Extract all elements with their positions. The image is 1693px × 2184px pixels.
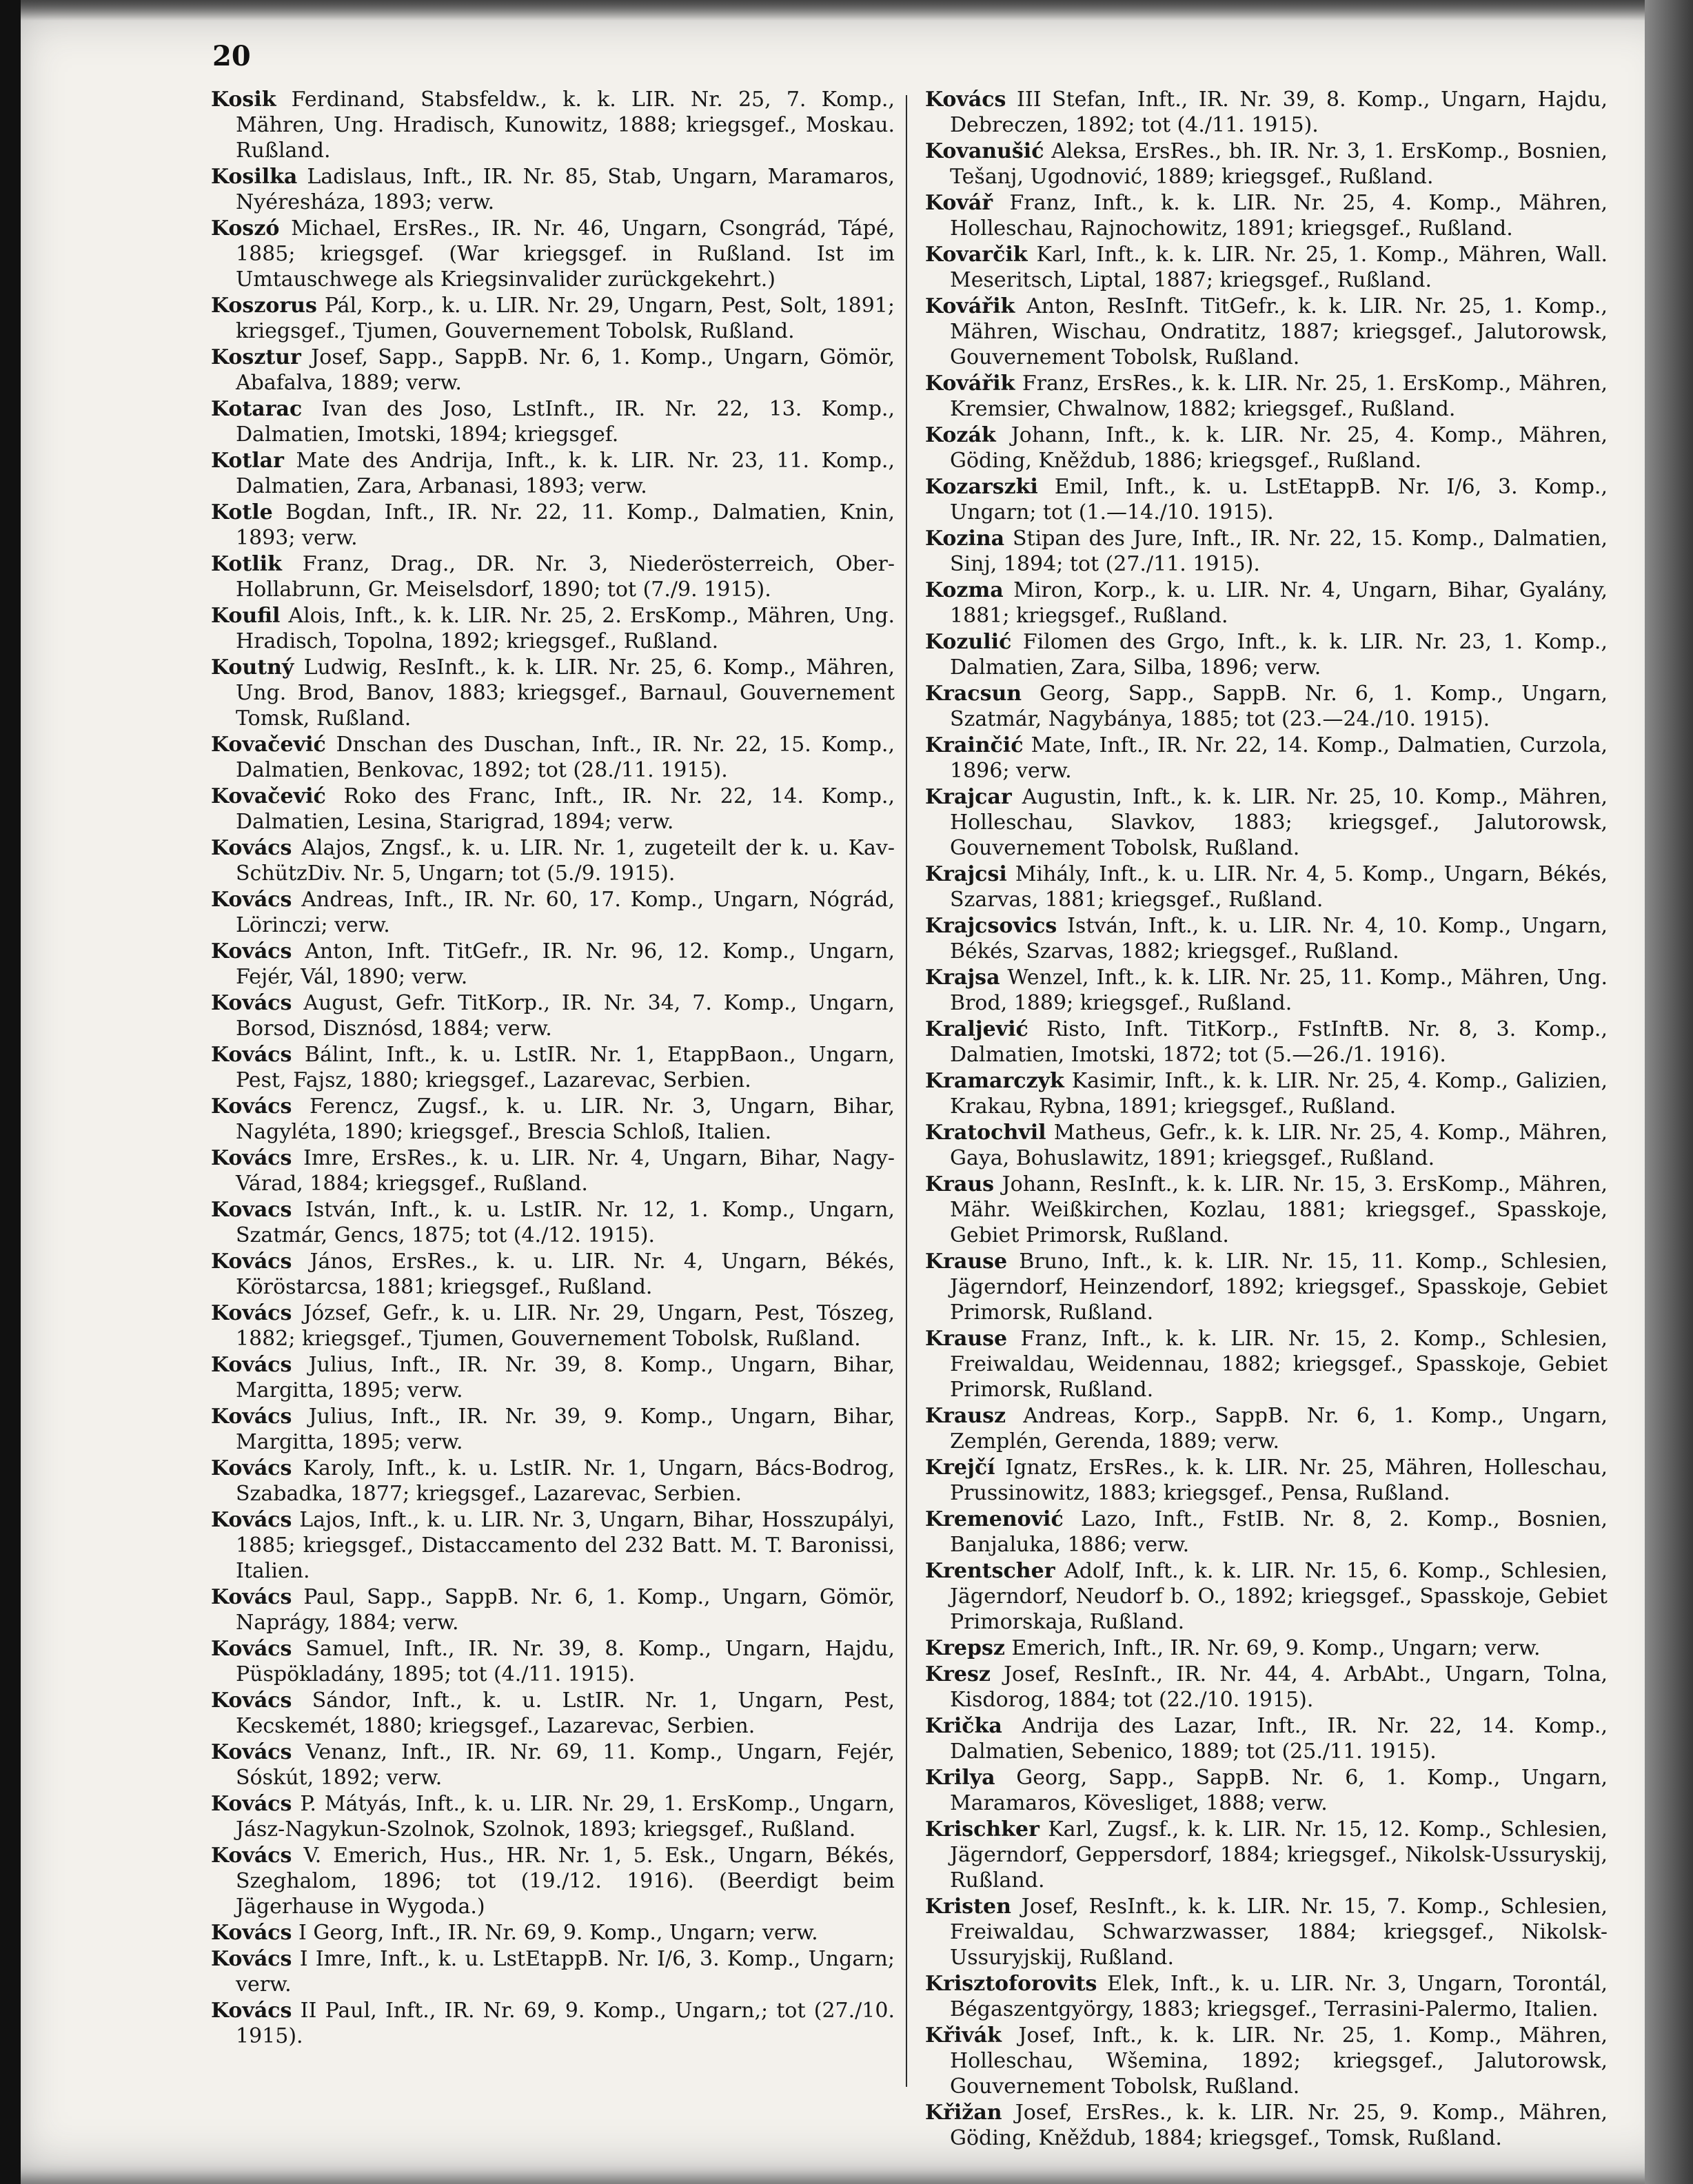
entry-surname: Kovács	[211, 1249, 292, 1274]
scan-edge-top	[0, 0, 1693, 21]
list-entry	[925, 2023, 1608, 2099]
entry-details: Lajos, Inft., k. u. LIR. Nr. 3, Ungarn, Bihar, Hosszupályi, 1885; kriegsgef., Distaccamento del 232 Batt. M. T. Baronissi, Italien.	[236, 1508, 895, 1583]
entry-details: Andrija des Lazar, Inft., IR. Nr. 22, 14. Komp., Dalmatien, Sebenico, 1889; tot (25./11. 1915).	[950, 1714, 1608, 1764]
entry-details: József, Gefr., k. u. LIR. Nr. 29, Ungarn, Pest, Tószeg, 1882; kriegsgef., Tjumen, Gouvernement Tobolsk, Rußland.	[236, 1301, 895, 1351]
entry-details: Wenzel, Inft., k. k. LIR. Nr. 25, 11. Komp., Mähren, Ung. Brod, 1889; kriegsgef., Rußland.	[950, 966, 1608, 1015]
list-entry	[925, 1120, 1608, 1171]
list-entry	[211, 448, 895, 499]
entry-details: Ignatz, ErsRes., k. k. LIR. Nr. 25, Mähren, Holleschau, Prussinowitz, 1883; kriegsgef., Pensa, Rußland.	[950, 1456, 1608, 1505]
entry-details: Imre, ErsRes., k. u. LIR. Nr. 4, Ungarn, Bihar, Nagy-Várad, 1884; kriegsgef., Rußland.	[236, 1146, 895, 1196]
entry-surname: Křivák	[925, 2023, 1002, 2048]
entry-surname: Krajcsi	[925, 862, 1007, 886]
entry-surname: Kotarac	[211, 397, 303, 421]
entry-surname: Kovács	[211, 1146, 292, 1170]
list-entry	[925, 784, 1608, 861]
list-entry	[925, 2100, 1608, 2151]
list-entry	[211, 1507, 895, 1584]
entry-surname: Kozulić	[925, 630, 1012, 654]
entry-details: Ludwig, ResInft., k. k. LIR. Nr. 25, 6. Komp., Mähren, Ung. Brod, Banov, 1883; kriegsgef., Barnaul, Gouvernement Tomsk, Rußland.	[236, 655, 895, 731]
list-entry	[925, 1894, 1608, 1970]
scan-edge-left	[0, 0, 21, 2184]
list-entry	[925, 1971, 1608, 2022]
entry-surname: Kovács	[211, 888, 292, 912]
list-entry	[925, 578, 1608, 629]
list-entry	[211, 345, 895, 396]
list-entry	[925, 1817, 1608, 1893]
entry-details: Matheus, Gefr., k. k. LIR. Nr. 25, 4. Komp., Mähren, Gaya, Bohuslawitz, 1891; kriegsgef., Rußland.	[950, 1121, 1608, 1170]
entry-details: Andreas, Korp., SappB. Nr. 6, 1. Komp., Ungarn, Zemplén, Gerenda, 1889; verw.	[950, 1404, 1608, 1453]
page-number: 20	[212, 40, 251, 72]
entry-surname: Kotle	[211, 500, 273, 524]
list-entry	[211, 1584, 895, 1635]
entry-details: Pál, Korp., k. u. LIR. Nr. 29, Ungarn, Pest, Solt, 1891; kriegsgef., Tjumen, Gouvernement Tobolsk, Rußland.	[236, 294, 895, 343]
list-entry	[211, 1197, 895, 1248]
entry-details: Ferdinand, Stabsfeldw., k. k. LIR. Nr. 25, 7. Komp., Mähren, Ung. Hradisch, Kunowitz, 1888; kriegsgef., Moskau. Rußland.	[236, 88, 895, 163]
entry-details: Roko des Franc, Inft., IR. Nr. 22, 14. Komp., Dalmatien, Lesina, Starigrad, 1894; verw.	[236, 784, 895, 834]
entry-surname: Kovács	[211, 1637, 292, 1661]
entry-details: P. Mátyás, Inft., k. u. LIR. Nr. 29, 1. ErsKomp., Ungarn, Jász-Nagykun-Szolnok, Szolnok, 1893; kriegsgef., Rußland.	[236, 1792, 895, 1841]
entry-surname: Kovács	[211, 1999, 292, 2023]
entry-surname: Kristen	[925, 1895, 1011, 1919]
list-entry	[925, 1249, 1608, 1325]
entry-surname: Kovács	[211, 836, 292, 860]
list-entry	[211, 87, 895, 163]
entry-surname: Krilya	[925, 1766, 995, 1790]
entry-details: János, ErsRes., k. u. LIR. Nr. 4, Ungarn, Békés, Köröstarcsa, 1881; kriegsgef., Rußland.	[236, 1249, 895, 1299]
entry-surname: Krejčí	[925, 1456, 995, 1480]
list-entry	[925, 1635, 1608, 1661]
list-entry	[211, 732, 895, 783]
list-entry	[925, 1172, 1608, 1248]
list-entry	[211, 990, 895, 1041]
list-entry	[925, 1455, 1608, 1506]
list-entry	[211, 500, 895, 551]
list-entry	[925, 422, 1608, 473]
entry-details: Franz, Drag., DR. Nr. 3, Niederösterreich, Ober-Hollabrunn, Gr. Meiselsdorf, 1890; tot (7./9. 1915).	[236, 552, 895, 602]
entry-surname: Kotlar	[211, 449, 284, 473]
entry-details: Ivan des Joso, LstInft., IR. Nr. 22, 13. Komp., Dalmatien, Imotski, 1894; kriegsgef.	[236, 397, 895, 447]
entry-surname: Kovács	[211, 1844, 292, 1868]
entry-details: Georg, Sapp., SappB. Nr. 6, 1. Komp., Ungarn, Maramaros, Kövesliget, 1888; verw.	[950, 1766, 1608, 1815]
entry-details: Johann, ResInft., k. k. LIR. Nr. 15, 3. ErsKomp., Mähren, Mähr. Weißkirchen, Kozlau, 1881; kriegsgef., Spasskoje, Gebiet Primorsk, Rußland.	[950, 1172, 1608, 1247]
entry-surname: Kosilka	[211, 165, 298, 189]
entry-details: Venanz, Inft., IR. Nr. 69, 11. Komp., Ungarn, Fejér, Sóskút, 1892; verw.	[236, 1740, 895, 1790]
list-entry	[211, 1791, 895, 1842]
entry-details: Karl, Inft., k. k. LIR. Nr. 25, 1. Komp., Mähren, Wall. Meseritsch, Liptal, 1887; kriegsgef., Rußland.	[950, 243, 1608, 292]
list-entry	[211, 1456, 895, 1507]
entry-details: Lazo, Inft., FstIB. Nr. 8, 2. Komp., Bosnien, Banjaluka, 1886; verw.	[950, 1507, 1608, 1557]
entry-details: István, Inft., k. u. LstIR. Nr. 12, 1. Komp., Ungarn, Szatmár, Gencs, 1875; tot (4./12. 1915).	[236, 1198, 895, 1247]
list-entry	[925, 861, 1608, 912]
entry-details: V. Emerich, Hus., HR. Nr. 1, 5. Esk., Ungarn, Békés, Szeghalom, 1896; tot (19./12. 1916). (Beerdigt beim Jägerhause in Wygoda.)	[236, 1844, 895, 1919]
entry-surname: Krepsz	[925, 1636, 1005, 1660]
entry-details: Josef, ErsRes., k. k. LIR. Nr. 25, 9. Komp., Mähren, Göding, Kněždub, 1884; kriegsgef., Tomsk, Rußland.	[950, 2101, 1608, 2150]
list-entry	[925, 1017, 1608, 1068]
entry-surname: Krajcsovics	[925, 914, 1057, 938]
list-entry	[925, 1558, 1608, 1635]
entry-surname: Koszó	[211, 216, 280, 241]
entry-surname: Kovačević	[211, 733, 326, 757]
entry-details: Karoly, Inft., k. u. LstIR. Nr. 1, Ungarn, Bács-Bodrog, Szabadka, 1877; kriegsgef., Lazarevac, Serbien.	[236, 1456, 895, 1506]
entry-details: Julius, Inft., IR. Nr. 39, 8. Komp., Ungarn, Bihar, Margitta, 1895; verw.	[236, 1353, 895, 1402]
entry-details: Samuel, Inft., IR. Nr. 39, 8. Komp., Ungarn, Hajdu, Püspökladány, 1895; tot (4./11. 1915).	[236, 1637, 895, 1686]
entry-details: Emerich, Inft., IR. Nr. 69, 9. Komp., Ungarn; verw.	[1011, 1636, 1541, 1660]
list-entry	[211, 655, 895, 731]
list-entry	[925, 371, 1608, 422]
entry-details: Julius, Inft., IR. Nr. 39, 9. Komp., Ungarn, Bihar, Margitta, 1895; verw.	[236, 1405, 895, 1454]
entry-details: Ferencz, Zugsf., k. u. LIR. Nr. 3, Ungarn, Bihar, Nagyléta, 1890; kriegsgef., Brescia Schloß, Italien.	[236, 1094, 895, 1144]
entry-surname: Kovář	[925, 191, 993, 215]
entry-details: I Georg, Inft., IR. Nr. 69, 9. Komp., Ungarn; verw.	[298, 1921, 818, 1945]
column-divider	[906, 95, 907, 2087]
list-entry	[211, 1300, 895, 1351]
list-entry	[925, 1068, 1608, 1119]
entry-details: Franz, ErsRes., k. k. LIR. Nr. 25, 1. ErsKomp., Mähren, Kremsier, Chwalnow, 1882; kriegsgef., Rußland.	[950, 371, 1608, 421]
entry-surname: Koszorus	[211, 294, 317, 318]
list-entry	[211, 164, 895, 215]
list-entry	[211, 603, 895, 654]
entry-details: Elek, Inft., k. u. LIR. Nr. 3, Ungarn, Torontál, Bégaszentgyörgy, 1883; kriegsgef., Terrasini-Palermo, Italien.	[950, 1972, 1608, 2021]
entry-surname: Krajsa	[925, 966, 1000, 990]
entry-surname: Krausz	[925, 1404, 1006, 1428]
entry-details: I Imre, Inft., k. u. LstEtappB. Nr. I/6, 3. Komp., Ungarn; verw.	[236, 1947, 895, 1997]
entry-details: Franz, Inft., k. k. LIR. Nr. 15, 2. Komp., Schlesien, Freiwaldau, Weidennau, 1882; kriegsgef., Spasskoje, Gebiet Primorsk, Rußland.	[950, 1327, 1608, 1402]
list-entry	[925, 190, 1608, 241]
list-entry	[211, 1042, 895, 1093]
list-entry	[211, 293, 895, 344]
list-entry	[211, 1636, 895, 1687]
entry-surname: Kosztur	[211, 345, 301, 369]
entry-details: Stipan des Jure, Inft., IR. Nr. 22, 15. Komp., Dalmatien, Sinj, 1894; tot (27./11. 1915).	[950, 527, 1608, 576]
entry-details: Bruno, Inft., k. k. LIR. Nr. 15, 11. Komp., Schlesien, Jägerndorf, Heinzendorf, 1892; kriegsgef., Spasskoje, Gebiet Primorsk, Rußland.	[950, 1249, 1608, 1325]
list-entry	[211, 1843, 895, 1919]
list-entry	[211, 1998, 895, 2049]
entry-details: Mate des Andrija, Inft., k. k. LIR. Nr. 23, 11. Komp., Dalmatien, Zara, Arbanasi, 1893; verw.	[236, 449, 895, 498]
entry-surname: Krentscher	[925, 1559, 1055, 1583]
entry-details: Anton, Inft. TitGefr., IR. Nr. 96, 12. Komp., Ungarn, Fejér, Vál, 1890; verw.	[236, 939, 895, 989]
entry-details: Dnschan des Duschan, Inft., IR. Nr. 22, 15. Komp., Dalmatien, Benkovac, 1892; tot (28./11. 1915).	[236, 733, 895, 782]
entry-details: Michael, ErsRes., IR. Nr. 46, Ungarn, Csongrád, Tápé, 1885; kriegsgef. (War kriegsgef. in Rußland. Ist im Umtauschwege als Kriegsinvalider zurückgekehrt.)	[236, 216, 895, 292]
list-entry	[211, 1739, 895, 1790]
entry-surname: Kovács	[211, 1740, 292, 1764]
entry-surname: Kovács	[211, 1792, 292, 1816]
list-entry	[211, 216, 895, 292]
list-entry	[925, 733, 1608, 784]
list-entry	[211, 1946, 895, 1997]
entry-surname: Krička	[925, 1714, 1002, 1738]
entry-surname: Krainčić	[925, 733, 1024, 757]
entry-details: Bogdan, Inft., IR. Nr. 22, 11. Komp., Dalmatien, Knin, 1893; verw.	[236, 500, 895, 550]
list-entry	[925, 294, 1608, 370]
entry-surname: Kovářik	[925, 371, 1015, 396]
entry-surname: Kovács	[211, 1094, 292, 1119]
entry-surname: Kovács	[211, 1456, 292, 1480]
entry-details: Kasimir, Inft., k. k. LIR. Nr. 25, 4. Komp., Galizien, Krakau, Rybna, 1891; kriegsgef., Rußland.	[950, 1069, 1608, 1119]
list-entry	[211, 1249, 895, 1300]
entry-details: Josef, Sapp., SappB. Nr. 6, 1. Komp., Ungarn, Gömör, Abafalva, 1889; verw.	[236, 345, 895, 395]
entry-details: Filomen des Grgo, Inft., k. k. LIR. Nr. 23, 1. Komp., Dalmatien, Zara, Silba, 1896; verw.	[950, 630, 1608, 680]
entry-details: Sándor, Inft., k. u. LstIR. Nr. 1, Ungarn, Pest, Kecskemét, 1880; kriegsgef., Lazarevac, Serbien.	[236, 1688, 895, 1738]
entry-surname: Křižan	[925, 2101, 1002, 2125]
entry-surname: Kosik	[211, 88, 276, 112]
entry-details: Adolf, Inft., k. k. LIR. Nr. 15, 6. Komp., Schlesien, Jägerndorf, Neudorf b. O., 1892; kriegsgef., Spasskoje, Gebiet Primorskaja, Rußland.	[950, 1559, 1608, 1634]
entry-details: Alois, Inft., k. k. LIR. Nr. 25, 2. ErsKomp., Mähren, Ung. Hradisch, Topolna, 1892; kriegsgef., Rußland.	[236, 604, 895, 653]
list-entry	[211, 1404, 895, 1455]
list-entry	[925, 629, 1608, 680]
entry-details: Mihály, Inft., k. u. LIR. Nr. 4, 5. Komp., Ungarn, Békés, Szarvas, 1881; kriegsgef., Rußland.	[950, 862, 1608, 912]
entry-surname: Kovács	[211, 1947, 292, 1971]
entry-surname: Kozák	[925, 423, 996, 447]
entry-details: Miron, Korp., k. u. LIR. Nr. 4, Ungarn, Bihar, Gyalány, 1881; kriegsgef., Rußland.	[950, 578, 1608, 628]
entry-details: Risto, Inft. TitKorp., FstInftB. Nr. 8, 3. Komp., Dalmatien, Imotski, 1872; tot (5.—26./1. 1916).	[950, 1017, 1608, 1067]
entry-surname: Kovács	[211, 1921, 292, 1945]
list-entry	[925, 965, 1608, 1016]
entry-details: Ladislaus, Inft., IR. Nr. 85, Stab, Ungarn, Maramaros, Nyéresháza, 1893; verw.	[236, 165, 895, 214]
left-column	[211, 87, 895, 2050]
entry-surname: Krajcar	[925, 785, 1012, 809]
entry-surname: Krause	[925, 1327, 1008, 1351]
list-entry	[211, 784, 895, 835]
list-entry	[925, 474, 1608, 525]
entry-details: Emil, Inft., k. u. LstEtappB. Nr. I/6, 3. Komp., Ungarn; tot (1.—14./10. 1915).	[950, 475, 1608, 524]
list-entry	[925, 242, 1608, 293]
list-entry	[211, 1688, 895, 1739]
list-entry	[211, 1094, 895, 1145]
entry-surname: Kovács	[211, 991, 292, 1015]
entry-details: Franz, Inft., k. k. LIR. Nr. 25, 4. Komp., Mähren, Holleschau, Rajnochowitz, 1891; kriegsgef., Rußland.	[950, 191, 1608, 241]
entry-details: Georg, Sapp., SappB. Nr. 6, 1. Komp., Ungarn, Szatmár, Nagybánya, 1885; tot (23.—24./10. 1915).	[950, 682, 1608, 731]
entry-details: II Paul, Inft., IR. Nr. 69, 9. Komp., Ungarn,; tot (27./10. 1915).	[236, 1999, 895, 2048]
entry-details: Johann, Inft., k. k. LIR. Nr. 25, 4. Komp., Mähren, Göding, Kněždub, 1886; kriegsgef., Rußland.	[950, 423, 1608, 473]
scan-edge-right	[1645, 0, 1693, 2184]
entry-surname: Kovács	[211, 1353, 292, 1377]
entry-details: Mate, Inft., IR. Nr. 22, 14. Komp., Dalmatien, Curzola, 1896; verw.	[950, 733, 1608, 783]
list-entry	[925, 681, 1608, 732]
list-entry	[211, 939, 895, 990]
entry-details: III Stefan, Inft., IR. Nr. 39, 8. Komp., Ungarn, Hajdu, Debreczen, 1892; tot (4./11. 1915).	[950, 88, 1608, 137]
entry-surname: Kratochvil	[925, 1121, 1046, 1145]
list-entry	[211, 887, 895, 938]
list-entry	[211, 551, 895, 602]
entry-surname: Kovács	[211, 1043, 292, 1067]
list-entry	[925, 913, 1608, 964]
list-entry	[211, 835, 895, 886]
list-entry	[925, 1713, 1608, 1764]
entry-surname: Kresz	[925, 1662, 991, 1686]
entry-details: Josef, ResInft., IR. Nr. 44, 4. ArbAbt., Ungarn, Tolna, Kisdorog, 1884; tot (22./10. 1915).	[950, 1662, 1608, 1712]
entry-surname: Kovács	[925, 88, 1006, 112]
list-entry	[211, 396, 895, 447]
entry-details: István, Inft., k. u. LIR. Nr. 4, 10. Komp., Ungarn, Békés, Szarvas, 1882; kriegsgef., Rußland.	[950, 914, 1608, 963]
entry-surname: Kovarčik	[925, 243, 1028, 267]
list-entry	[925, 1662, 1608, 1713]
right-column	[925, 87, 1608, 2152]
list-entry	[925, 1403, 1608, 1454]
entry-surname: Kovács	[211, 1585, 292, 1609]
entry-surname: Kovanušić	[925, 139, 1044, 163]
entry-details: Karl, Zugsf., k. k. LIR. Nr. 15, 12. Komp., Schlesien, Jägerndorf, Geppersdorf, 1884; kriegsgef., Nikolsk-Ussuryskij, Rußland.	[950, 1817, 1608, 1892]
list-entry	[211, 1145, 895, 1196]
list-entry	[925, 1326, 1608, 1402]
entry-surname: Kovács	[211, 1301, 292, 1325]
entry-details: Bálint, Inft., k. u. LstIR. Nr. 1, EtappBaon., Ungarn, Pest, Fajsz, 1880; kriegsgef., Lazarevac, Serbien.	[236, 1043, 895, 1092]
entry-details: Alajos, Zngsf., k. u. LIR. Nr. 1, zugeteilt der k. u. Kav-SchützDiv. Nr. 5, Ungarn; tot (5./9. 1915).	[236, 836, 895, 886]
entry-details: Josef, ResInft., k. k. LIR. Nr. 15, 7. Komp., Schlesien, Freiwaldau, Schwarzwasser, 1884; kriegsgef., Nikolsk-Ussuryjskij, Rußland.	[950, 1895, 1608, 1970]
entry-surname: Krause	[925, 1249, 1008, 1274]
entry-surname: Kovács	[211, 939, 292, 963]
entry-details: Aleksa, ErsRes., bh. IR. Nr. 3, 1. ErsKomp., Bosnien, Tešanj, Ugodnović, 1889; kriegsgef., Rußland.	[950, 139, 1608, 189]
entry-surname: Kovács	[211, 1405, 292, 1429]
entry-surname: Kovács	[211, 1688, 292, 1713]
list-entry	[925, 1507, 1608, 1558]
list-entry	[211, 1920, 895, 1946]
list-entry	[925, 526, 1608, 577]
entry-surname: Kotlik	[211, 552, 282, 576]
entry-details: Andreas, Inft., IR. Nr. 60, 17. Komp., Ungarn, Nógrád, Lörinczi; verw.	[236, 888, 895, 937]
entry-surname: Kozma	[925, 578, 1004, 602]
entry-surname: Kramarczyk	[925, 1069, 1064, 1093]
entry-details: August, Gefr. TitKorp., IR. Nr. 34, 7. Komp., Ungarn, Borsod, Disznósd, 1884; verw.	[236, 991, 895, 1041]
entry-details: Paul, Sapp., SappB. Nr. 6, 1. Komp., Ungarn, Gömör, Naprágy, 1884; verw.	[236, 1585, 895, 1635]
list-entry	[211, 1352, 895, 1403]
entry-surname: Kovářik	[925, 294, 1015, 318]
entry-details: Augustin, Inft., k. k. LIR. Nr. 25, 10. Komp., Mähren, Holleschau, Slavkov, 1883; kriegsgef., Jalutorowsk, Gouvernement Tobolsk, Rußland.	[950, 785, 1608, 860]
entry-surname: Kracsun	[925, 682, 1022, 706]
entry-surname: Krischker	[925, 1817, 1040, 1841]
entry-surname: Kovačević	[211, 784, 326, 808]
entry-surname: Kovács	[211, 1508, 292, 1532]
entry-surname: Kraus	[925, 1172, 995, 1196]
list-entry	[925, 87, 1608, 138]
entry-surname: Kremenović	[925, 1507, 1064, 1531]
entry-details: Anton, ResInft. TitGefr., k. k. LIR. Nr. 25, 1. Komp., Mähren, Wischau, Ondratitz, 1887; kriegsgef., Jalutorowsk, Gouvernement Tobolsk, Rußland.	[950, 294, 1608, 369]
entry-surname: Koutný	[211, 655, 294, 680]
entry-surname: Krisztoforovits	[925, 1972, 1097, 1996]
entry-details: Josef, Inft., k. k. LIR. Nr. 25, 1. Komp., Mähren, Holleschau, Wšemina, 1892; kriegsgef., Jalutorowsk, Gouvernement Tobolsk, Rußland.	[950, 2023, 1608, 2099]
list-entry	[925, 1765, 1608, 1816]
entry-surname: Kozarszki	[925, 475, 1038, 499]
entry-surname: Koufil	[211, 604, 281, 628]
entry-surname: Kozina	[925, 527, 1005, 551]
entry-surname: Kovacs	[211, 1198, 292, 1222]
list-entry	[925, 139, 1608, 190]
entry-surname: Kraljević	[925, 1017, 1028, 1041]
